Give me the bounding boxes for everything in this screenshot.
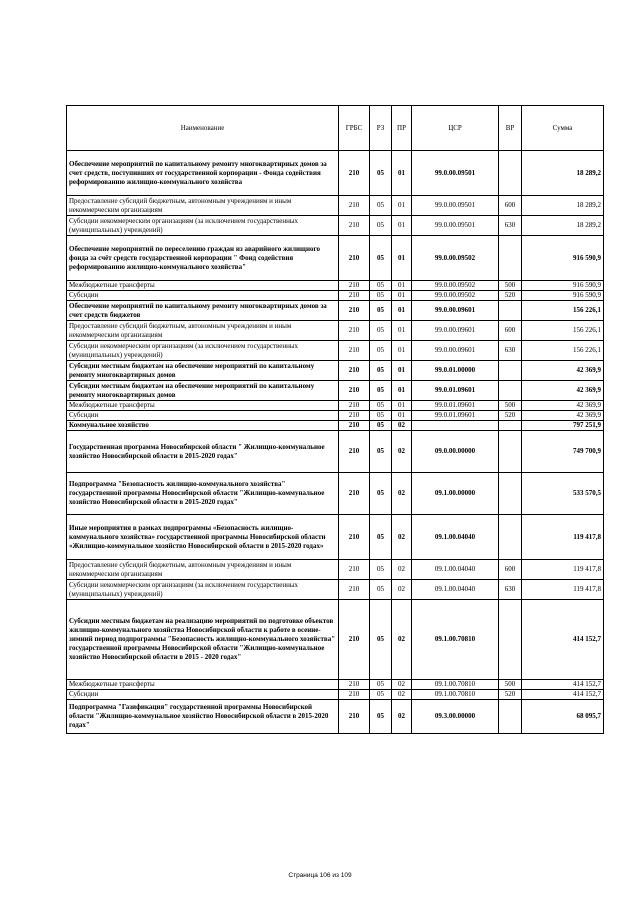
row-csr-cell: 09.1.00.04040 <box>412 580 499 600</box>
row-pr-cell: 01 <box>392 401 412 411</box>
row-grbs-cell: 210 <box>339 381 370 401</box>
col-header-pr: ПР <box>392 106 412 151</box>
row-vr-cell: 520 <box>499 291 522 301</box>
row-pr-cell: 01 <box>392 216 412 236</box>
row-grbs-cell: 210 <box>339 321 370 341</box>
row-sum-cell: 119 417,8 <box>522 560 604 580</box>
row-grbs-cell: 210 <box>339 151 370 196</box>
row-name-cell: Субсидии местным бюджетам на реализацию мероприятий по подготовке объектов жилищно-коммунального хозяйства Новосибирской области к работе в осенне-зимний период подпрограммы "Безопасность жилищно-коммунального хозяйства" государственной программы Новосибирской области "Жилищно-коммунальное хозяйство Новосибирской области в 2015 - 2020 годах" <box>67 600 339 680</box>
row-vr-cell <box>499 600 522 680</box>
row-csr-cell <box>412 421 499 431</box>
row-grbs-cell: 210 <box>339 236 370 281</box>
table-row <box>67 216 604 236</box>
row-csr-cell: 09.1.00.00000 <box>412 473 499 515</box>
row-name-cell: Субсидии <box>67 291 339 301</box>
row-name-cell: Обеспечение мероприятий по переселению граждан из аварийного жилищного фонда за счёт средств государственной корпорации " Фонд содействия реформированию жилищно-коммунального хозяйства" <box>67 236 339 281</box>
row-csr-cell: 99.0.01.00000 <box>412 361 499 381</box>
row-name-cell: Субсидии некоммерческим организациям (за исключением государственных (муниципальных) учреждений) <box>67 216 339 236</box>
row-sum-cell: 156 226,1 <box>522 301 604 321</box>
row-rz-cell: 05 <box>370 560 392 580</box>
row-name-cell: Межбюджетные трансферты <box>67 401 339 411</box>
row-sum-cell: 18 289,2 <box>522 196 604 216</box>
table-header-row <box>67 106 604 151</box>
row-vr-cell: 500 <box>499 281 522 291</box>
table-row <box>67 411 604 421</box>
row-pr-cell: 02 <box>392 560 412 580</box>
row-grbs-cell: 210 <box>339 515 370 560</box>
table-row <box>67 281 604 291</box>
row-sum-cell: 156 226,1 <box>522 341 604 361</box>
table-body <box>67 151 604 734</box>
row-csr-cell: 99.0.00.09502 <box>412 291 499 301</box>
row-pr-cell: 01 <box>392 381 412 401</box>
row-rz-cell: 05 <box>370 580 392 600</box>
row-grbs-cell: 210 <box>339 216 370 236</box>
row-csr-cell: 99.0.00.09501 <box>412 196 499 216</box>
row-pr-cell: 02 <box>392 515 412 560</box>
row-sum-cell: 68 095,7 <box>522 700 604 734</box>
row-grbs-cell: 210 <box>339 421 370 431</box>
row-rz-cell: 05 <box>370 381 392 401</box>
row-vr-cell <box>499 473 522 515</box>
row-rz-cell: 05 <box>370 690 392 700</box>
table-row <box>67 690 604 700</box>
table-row <box>67 361 604 381</box>
row-csr-cell: 99.0.00.09502 <box>412 281 499 291</box>
row-sum-cell: 414 152,7 <box>522 690 604 700</box>
row-name-cell: Субсидии <box>67 411 339 421</box>
col-header-grbs: ГРБС <box>339 106 370 151</box>
row-grbs-cell: 210 <box>339 401 370 411</box>
row-rz-cell: 05 <box>370 515 392 560</box>
row-vr-cell: 630 <box>499 341 522 361</box>
row-rz-cell: 05 <box>370 700 392 734</box>
row-vr-cell: 500 <box>499 680 522 690</box>
row-rz-cell: 05 <box>370 216 392 236</box>
table-row <box>67 700 604 734</box>
row-rz-cell: 05 <box>370 411 392 421</box>
row-rz-cell: 05 <box>370 281 392 291</box>
row-vr-cell <box>499 361 522 381</box>
row-sum-cell: 916 590,9 <box>522 236 604 281</box>
row-pr-cell: 01 <box>392 151 412 196</box>
row-sum-cell: 119 417,8 <box>522 580 604 600</box>
row-csr-cell: 99.0.01.09601 <box>412 401 499 411</box>
row-rz-cell: 05 <box>370 401 392 411</box>
table-row <box>67 196 604 216</box>
row-name-cell: Субсидии местным бюджетам на обеспечение мероприятий по капитальному ремонту многоквартирных домов <box>67 381 339 401</box>
row-name-cell: Подпрограмма "Газификация" государственной программы Новосибирской области "Жилищно-коммунальное хозяйство Новосибирской области в 2015-2020 годах" <box>67 700 339 734</box>
row-vr-cell <box>499 301 522 321</box>
row-csr-cell: 09.1.00.04040 <box>412 560 499 580</box>
row-csr-cell: 09.0.00.00000 <box>412 431 499 473</box>
row-sum-cell: 916 590,9 <box>522 281 604 291</box>
table-row <box>67 600 604 680</box>
row-pr-cell: 02 <box>392 690 412 700</box>
row-name-cell: Предоставление субсидий бюджетным, автономным учреждениям и иным некоммерческим организациям <box>67 560 339 580</box>
row-grbs-cell: 210 <box>339 291 370 301</box>
row-name-cell: Предоставление субсидий бюджетным, автономным учреждениям и иным некоммерческим организациям <box>67 196 339 216</box>
row-grbs-cell: 210 <box>339 361 370 381</box>
row-grbs-cell: 210 <box>339 411 370 421</box>
row-grbs-cell: 210 <box>339 196 370 216</box>
row-name-cell: Иные мероприятия в рамках подпрограммы «Безопасность жилищно-коммунального хозяйства» государственной программы Новосибирской области «Жилищно-коммунальное хозяйство Новосибирской области в 2015-2020 годах» <box>67 515 339 560</box>
row-sum-cell: 42 369,9 <box>522 381 604 401</box>
row-pr-cell: 02 <box>392 580 412 600</box>
row-grbs-cell: 210 <box>339 341 370 361</box>
row-pr-cell: 01 <box>392 301 412 321</box>
table-row <box>67 381 604 401</box>
row-csr-cell: 09.1.00.70810 <box>412 680 499 690</box>
row-sum-cell: 156 226,1 <box>522 321 604 341</box>
row-pr-cell: 01 <box>392 281 412 291</box>
row-rz-cell: 05 <box>370 151 392 196</box>
row-vr-cell: 520 <box>499 690 522 700</box>
row-rz-cell: 05 <box>370 361 392 381</box>
row-name-cell: Межбюджетные трансферты <box>67 680 339 690</box>
row-sum-cell: 42 369,9 <box>522 361 604 381</box>
table-row <box>67 473 604 515</box>
table-row <box>67 680 604 690</box>
row-csr-cell: 99.0.00.09501 <box>412 216 499 236</box>
row-csr-cell: 09.1.00.70810 <box>412 600 499 680</box>
row-csr-cell: 99.0.01.09601 <box>412 381 499 401</box>
row-rz-cell: 05 <box>370 473 392 515</box>
row-grbs-cell: 210 <box>339 431 370 473</box>
row-grbs-cell: 210 <box>339 700 370 734</box>
table-row <box>67 515 604 560</box>
row-pr-cell: 01 <box>392 341 412 361</box>
col-header-name: Наименование <box>67 106 339 151</box>
col-header-csr: ЦСР <box>412 106 499 151</box>
row-pr-cell: 02 <box>392 473 412 515</box>
table-row <box>67 341 604 361</box>
table-row <box>67 151 604 196</box>
row-vr-cell <box>499 431 522 473</box>
table-row <box>67 401 604 411</box>
row-vr-cell <box>499 700 522 734</box>
row-csr-cell: 99.0.00.09601 <box>412 341 499 361</box>
row-vr-cell: 630 <box>499 580 522 600</box>
col-header-rz: РЗ <box>370 106 392 151</box>
row-sum-cell: 797 251,9 <box>522 421 604 431</box>
table-row <box>67 321 604 341</box>
row-pr-cell: 02 <box>392 680 412 690</box>
row-pr-cell: 01 <box>392 291 412 301</box>
row-vr-cell: 600 <box>499 196 522 216</box>
row-csr-cell: 99.0.00.09601 <box>412 321 499 341</box>
row-sum-cell: 18 289,2 <box>522 151 604 196</box>
row-rz-cell: 05 <box>370 291 392 301</box>
row-name-cell: Субсидии некоммерческим организациям (за исключением государственных (муниципальных) учреждений) <box>67 580 339 600</box>
row-csr-cell: 99.0.00.09501 <box>412 151 499 196</box>
row-pr-cell: 02 <box>392 600 412 680</box>
row-sum-cell: 414 152,7 <box>522 600 604 680</box>
row-csr-cell: 99.0.00.09601 <box>412 301 499 321</box>
row-pr-cell: 02 <box>392 431 412 473</box>
row-name-cell: Коммунальное хозяйство <box>67 421 339 431</box>
col-header-sum: Сумма <box>522 106 604 151</box>
row-name-cell: Субсидии некоммерческим организациям (за исключением государственных (муниципальных) учреждений) <box>67 341 339 361</box>
row-rz-cell: 05 <box>370 431 392 473</box>
row-grbs-cell: 210 <box>339 560 370 580</box>
row-rz-cell: 05 <box>370 196 392 216</box>
table-row <box>67 580 604 600</box>
budget-table <box>66 105 604 734</box>
row-name-cell: Подпрограмма "Безопасность жилищно-коммунального хозяйства" государственной программы Новосибирской области "Жилищно-коммунальное хозяйство Новосибирской области в 2015-2020 годах" <box>67 473 339 515</box>
row-rz-cell: 05 <box>370 680 392 690</box>
row-rz-cell: 05 <box>370 421 392 431</box>
table-row <box>67 301 604 321</box>
table-row <box>67 431 604 473</box>
row-rz-cell: 05 <box>370 321 392 341</box>
row-vr-cell: 600 <box>499 560 522 580</box>
row-sum-cell: 414 152,7 <box>522 680 604 690</box>
row-sum-cell: 119 417,8 <box>522 515 604 560</box>
row-pr-cell: 01 <box>392 236 412 281</box>
col-header-vr: ВР <box>499 106 522 151</box>
row-name-cell: Обеспечение мероприятий по капитальному ремонту многоквартирных домов за счет средств бюджетов <box>67 301 339 321</box>
table-row <box>67 291 604 301</box>
row-grbs-cell: 210 <box>339 690 370 700</box>
row-grbs-cell: 210 <box>339 281 370 291</box>
row-grbs-cell: 210 <box>339 600 370 680</box>
row-sum-cell: 749 700,9 <box>522 431 604 473</box>
row-name-cell: Субсидии местным бюджетам на обеспечение мероприятий по капитальному ремонту многоквартирных домов <box>67 361 339 381</box>
row-name-cell: Предоставление субсидий бюджетным, автономным учреждениям и иным некоммерческим организациям <box>67 321 339 341</box>
row-pr-cell: 01 <box>392 196 412 216</box>
row-grbs-cell: 210 <box>339 580 370 600</box>
row-csr-cell: 09.3.00.00000 <box>412 700 499 734</box>
row-vr-cell <box>499 421 522 431</box>
row-rz-cell: 05 <box>370 236 392 281</box>
row-vr-cell: 600 <box>499 321 522 341</box>
table-row <box>67 421 604 431</box>
row-csr-cell: 09.1.00.70810 <box>412 690 499 700</box>
row-vr-cell <box>499 151 522 196</box>
row-sum-cell: 18 289,2 <box>522 216 604 236</box>
row-grbs-cell: 210 <box>339 680 370 690</box>
row-sum-cell: 916 590,9 <box>522 291 604 301</box>
row-vr-cell <box>499 236 522 281</box>
row-sum-cell: 42 369,9 <box>522 401 604 411</box>
row-pr-cell: 01 <box>392 321 412 341</box>
row-rz-cell: 05 <box>370 600 392 680</box>
row-name-cell: Субсидии <box>67 690 339 700</box>
table-row <box>67 236 604 281</box>
table-row <box>67 560 604 580</box>
row-pr-cell: 02 <box>392 700 412 734</box>
row-grbs-cell: 210 <box>339 301 370 321</box>
row-vr-cell: 520 <box>499 411 522 421</box>
row-csr-cell: 99.0.01.09601 <box>412 411 499 421</box>
row-vr-cell <box>499 515 522 560</box>
row-sum-cell: 533 570,5 <box>522 473 604 515</box>
row-vr-cell: 500 <box>499 401 522 411</box>
row-csr-cell: 09.1.00.04040 <box>412 515 499 560</box>
row-rz-cell: 05 <box>370 301 392 321</box>
page-footer: Страница 106 из 109 <box>288 872 352 879</box>
row-rz-cell: 05 <box>370 341 392 361</box>
row-vr-cell: 630 <box>499 216 522 236</box>
row-sum-cell: 42 369,9 <box>522 411 604 421</box>
row-name-cell: Государственная программа Новосибирской области " Жилищно-коммунальное хозяйство Новосибирской области в 2015-2020 годах" <box>67 431 339 473</box>
row-name-cell: Обеспечение мероприятий по капитальному ремонту многоквартирных домов за счет средств, поступивших от государственной корпорации - Фонда содействия реформированию жилищно-коммунального хозяйства <box>67 151 339 196</box>
row-pr-cell: 02 <box>392 421 412 431</box>
row-grbs-cell: 210 <box>339 473 370 515</box>
row-csr-cell: 99.0.00.09502 <box>412 236 499 281</box>
row-pr-cell: 01 <box>392 411 412 421</box>
row-name-cell: Межбюджетные трансферты <box>67 281 339 291</box>
row-pr-cell: 01 <box>392 361 412 381</box>
row-vr-cell <box>499 381 522 401</box>
